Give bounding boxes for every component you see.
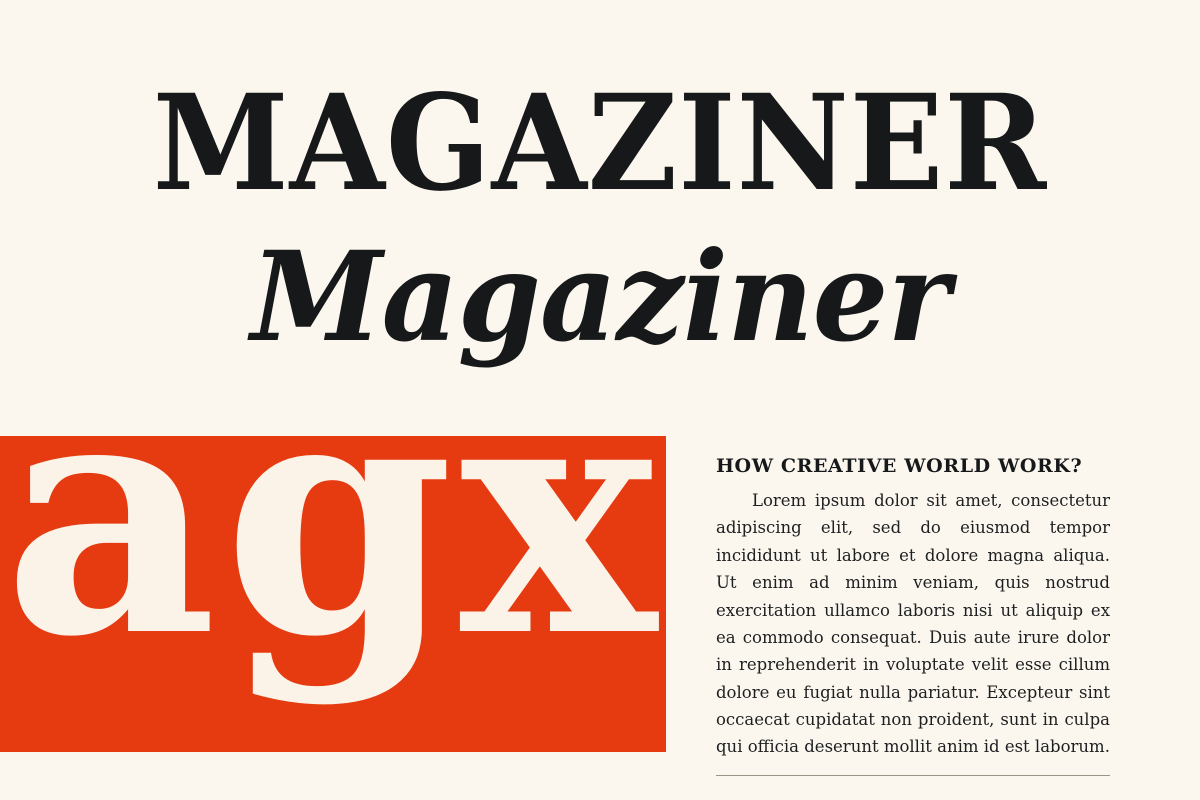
headline-roman: MAGAZINER bbox=[152, 66, 1048, 221]
glyph-sample-text: agx bbox=[3, 436, 663, 709]
article-divider bbox=[716, 775, 1110, 776]
article-body: Lorem ipsum dolor sit amet, consectetur adipiscing elit, sed do eiusmod tempor incididunt ut labore et dolore magna aliqua. Ut enim ad minim veniam, quis nostrud exercitation ullamco laboris nisi ut aliquip ex ea commodo consequat. Duis aute irure dolor in reprehenderit in voluptate velit esse cillum dolore eu fugiat nulla pariatur. Excepteur sint occaecat cupidatat non proident, sunt in culpa qui officia deserunt mollit anim id est laborum. bbox=[716, 491, 1110, 757]
article-heading: HOW CREATIVE WORLD WORK? bbox=[716, 455, 1083, 477]
article-column bbox=[716, 455, 1110, 776]
headline-italic: Magaziner bbox=[250, 225, 950, 370]
glyph-sample-panel bbox=[0, 436, 666, 752]
